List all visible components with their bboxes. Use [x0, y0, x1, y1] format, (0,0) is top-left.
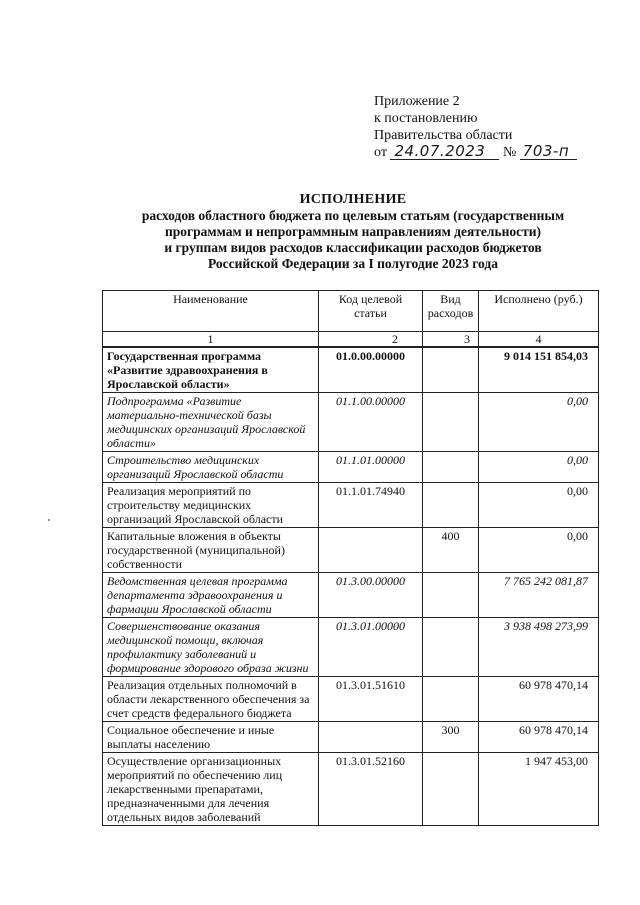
- table-row: [103, 452, 599, 483]
- row-amount: 3 938 498 273,99: [479, 618, 599, 677]
- title-line-2: программам и непрограммным направлениям деятельности): [164, 224, 542, 239]
- document-title: [110, 192, 596, 272]
- row-name: Реализация отдельных полномочий в области лекарственного обеспечения за счет средств федерального бюджета: [103, 677, 319, 722]
- expenditure-table: [102, 290, 599, 826]
- row-code: 01.3.01.52160: [319, 753, 423, 826]
- row-code: [319, 722, 423, 753]
- row-amount: 60 978 470,14: [479, 677, 599, 722]
- row-kind: [423, 753, 479, 826]
- column-number: 3: [423, 332, 479, 348]
- row-amount: 1 947 453,00: [479, 753, 599, 826]
- header-executed: Исполнено (руб.): [479, 291, 599, 332]
- table-row: [103, 393, 599, 452]
- row-name: Совершенствование оказания медицинской помощи, включая профилактику заболеваний и формирование здорового образа жизни: [103, 618, 319, 677]
- approval-block: [374, 93, 577, 161]
- table-row: [103, 483, 599, 528]
- row-kind: [423, 347, 479, 393]
- row-code: [319, 528, 423, 573]
- row-kind: 300: [423, 722, 479, 753]
- row-code: 01.1.01.74940: [319, 483, 423, 528]
- row-amount: 9 014 151 854,03: [479, 347, 599, 393]
- approval-line-resolution: к постановлению: [374, 111, 478, 126]
- from-label: от: [374, 145, 387, 160]
- row-amount: 0,00: [479, 452, 599, 483]
- table-row: [103, 347, 599, 393]
- row-name: Социальное обеспечение и иные выплаты населению: [103, 722, 319, 753]
- row-name: Подпрограмма «Развитие материально-технической базы медицинских организаций Ярославской области»: [103, 393, 319, 452]
- table-row: [103, 528, 599, 573]
- row-code: 01.1.01.00000: [319, 452, 423, 483]
- column-number: 1: [103, 332, 319, 348]
- header-code: Код целевой статьи: [319, 291, 423, 332]
- row-name: Ведомственная целевая программа департамента здравоохранения и фармации Ярославской области: [103, 573, 319, 618]
- row-code: 01.3.00.00000: [319, 573, 423, 618]
- row-kind: [423, 677, 479, 722]
- table-row: [103, 677, 599, 722]
- approval-line-appendix: Приложение 2: [374, 94, 460, 109]
- row-amount: 0,00: [479, 393, 599, 452]
- row-name: Строительство медицинских организаций Ярославской области: [103, 452, 319, 483]
- row-amount: 60 978 470,14: [479, 722, 599, 753]
- approval-line-date-number: [374, 144, 577, 161]
- handwritten-number: 703-п: [520, 144, 577, 160]
- row-kind: [423, 483, 479, 528]
- title-line-1: расходов областного бюджета по целевым статьям (государственным: [141, 208, 565, 223]
- table-row: [103, 573, 599, 618]
- row-kind: 400: [423, 528, 479, 573]
- row-code: 01.0.00.00000: [319, 347, 423, 393]
- row-amount: 0,00: [479, 528, 599, 573]
- row-name: Капитальные вложения в объекты государственной (муниципальной) собственности: [103, 528, 319, 573]
- row-kind: [423, 618, 479, 677]
- scan-speck: [48, 519, 50, 521]
- row-amount: 0,00: [479, 483, 599, 528]
- row-kind: [423, 573, 479, 618]
- row-code: 01.3.01.51610: [319, 677, 423, 722]
- table-row: [103, 722, 599, 753]
- table-header-row: [103, 291, 599, 332]
- row-name: Государственная программа «Развитие здравоохранения в Ярославской области»: [103, 347, 319, 393]
- column-number: 2: [319, 332, 423, 348]
- row-name: Реализация мероприятий по строительству медицинских организаций Ярославской области: [103, 483, 319, 528]
- number-label: №: [502, 145, 517, 160]
- header-name: Наименование: [103, 291, 319, 332]
- table-row: [103, 753, 599, 826]
- column-number-row: [103, 332, 599, 348]
- row-name: Осуществление организационных мероприятий по обеспечению лиц лекарственными препаратами, предназначенными для лечения отдельных видов заболеваний: [103, 753, 319, 826]
- handwritten-date: 24.07.2023: [390, 144, 499, 160]
- title-line-4: Российской Федерации за I полугодие 2023 года: [208, 256, 498, 271]
- header-kind: Вид расходов: [423, 291, 479, 332]
- approval-line-government: Правительства области: [374, 128, 513, 143]
- row-code: 01.1.00.00000: [319, 393, 423, 452]
- table-row: [103, 618, 599, 677]
- column-number: 4: [479, 332, 599, 348]
- title-heading: ИСПОЛНЕНИЕ: [299, 192, 407, 207]
- row-code: 01.3.01.00000: [319, 618, 423, 677]
- row-amount: 7 765 242 081,87: [479, 573, 599, 618]
- title-line-3: и группам видов расходов классификации расходов бюджетов: [164, 240, 542, 255]
- row-kind: [423, 452, 479, 483]
- row-kind: [423, 393, 479, 452]
